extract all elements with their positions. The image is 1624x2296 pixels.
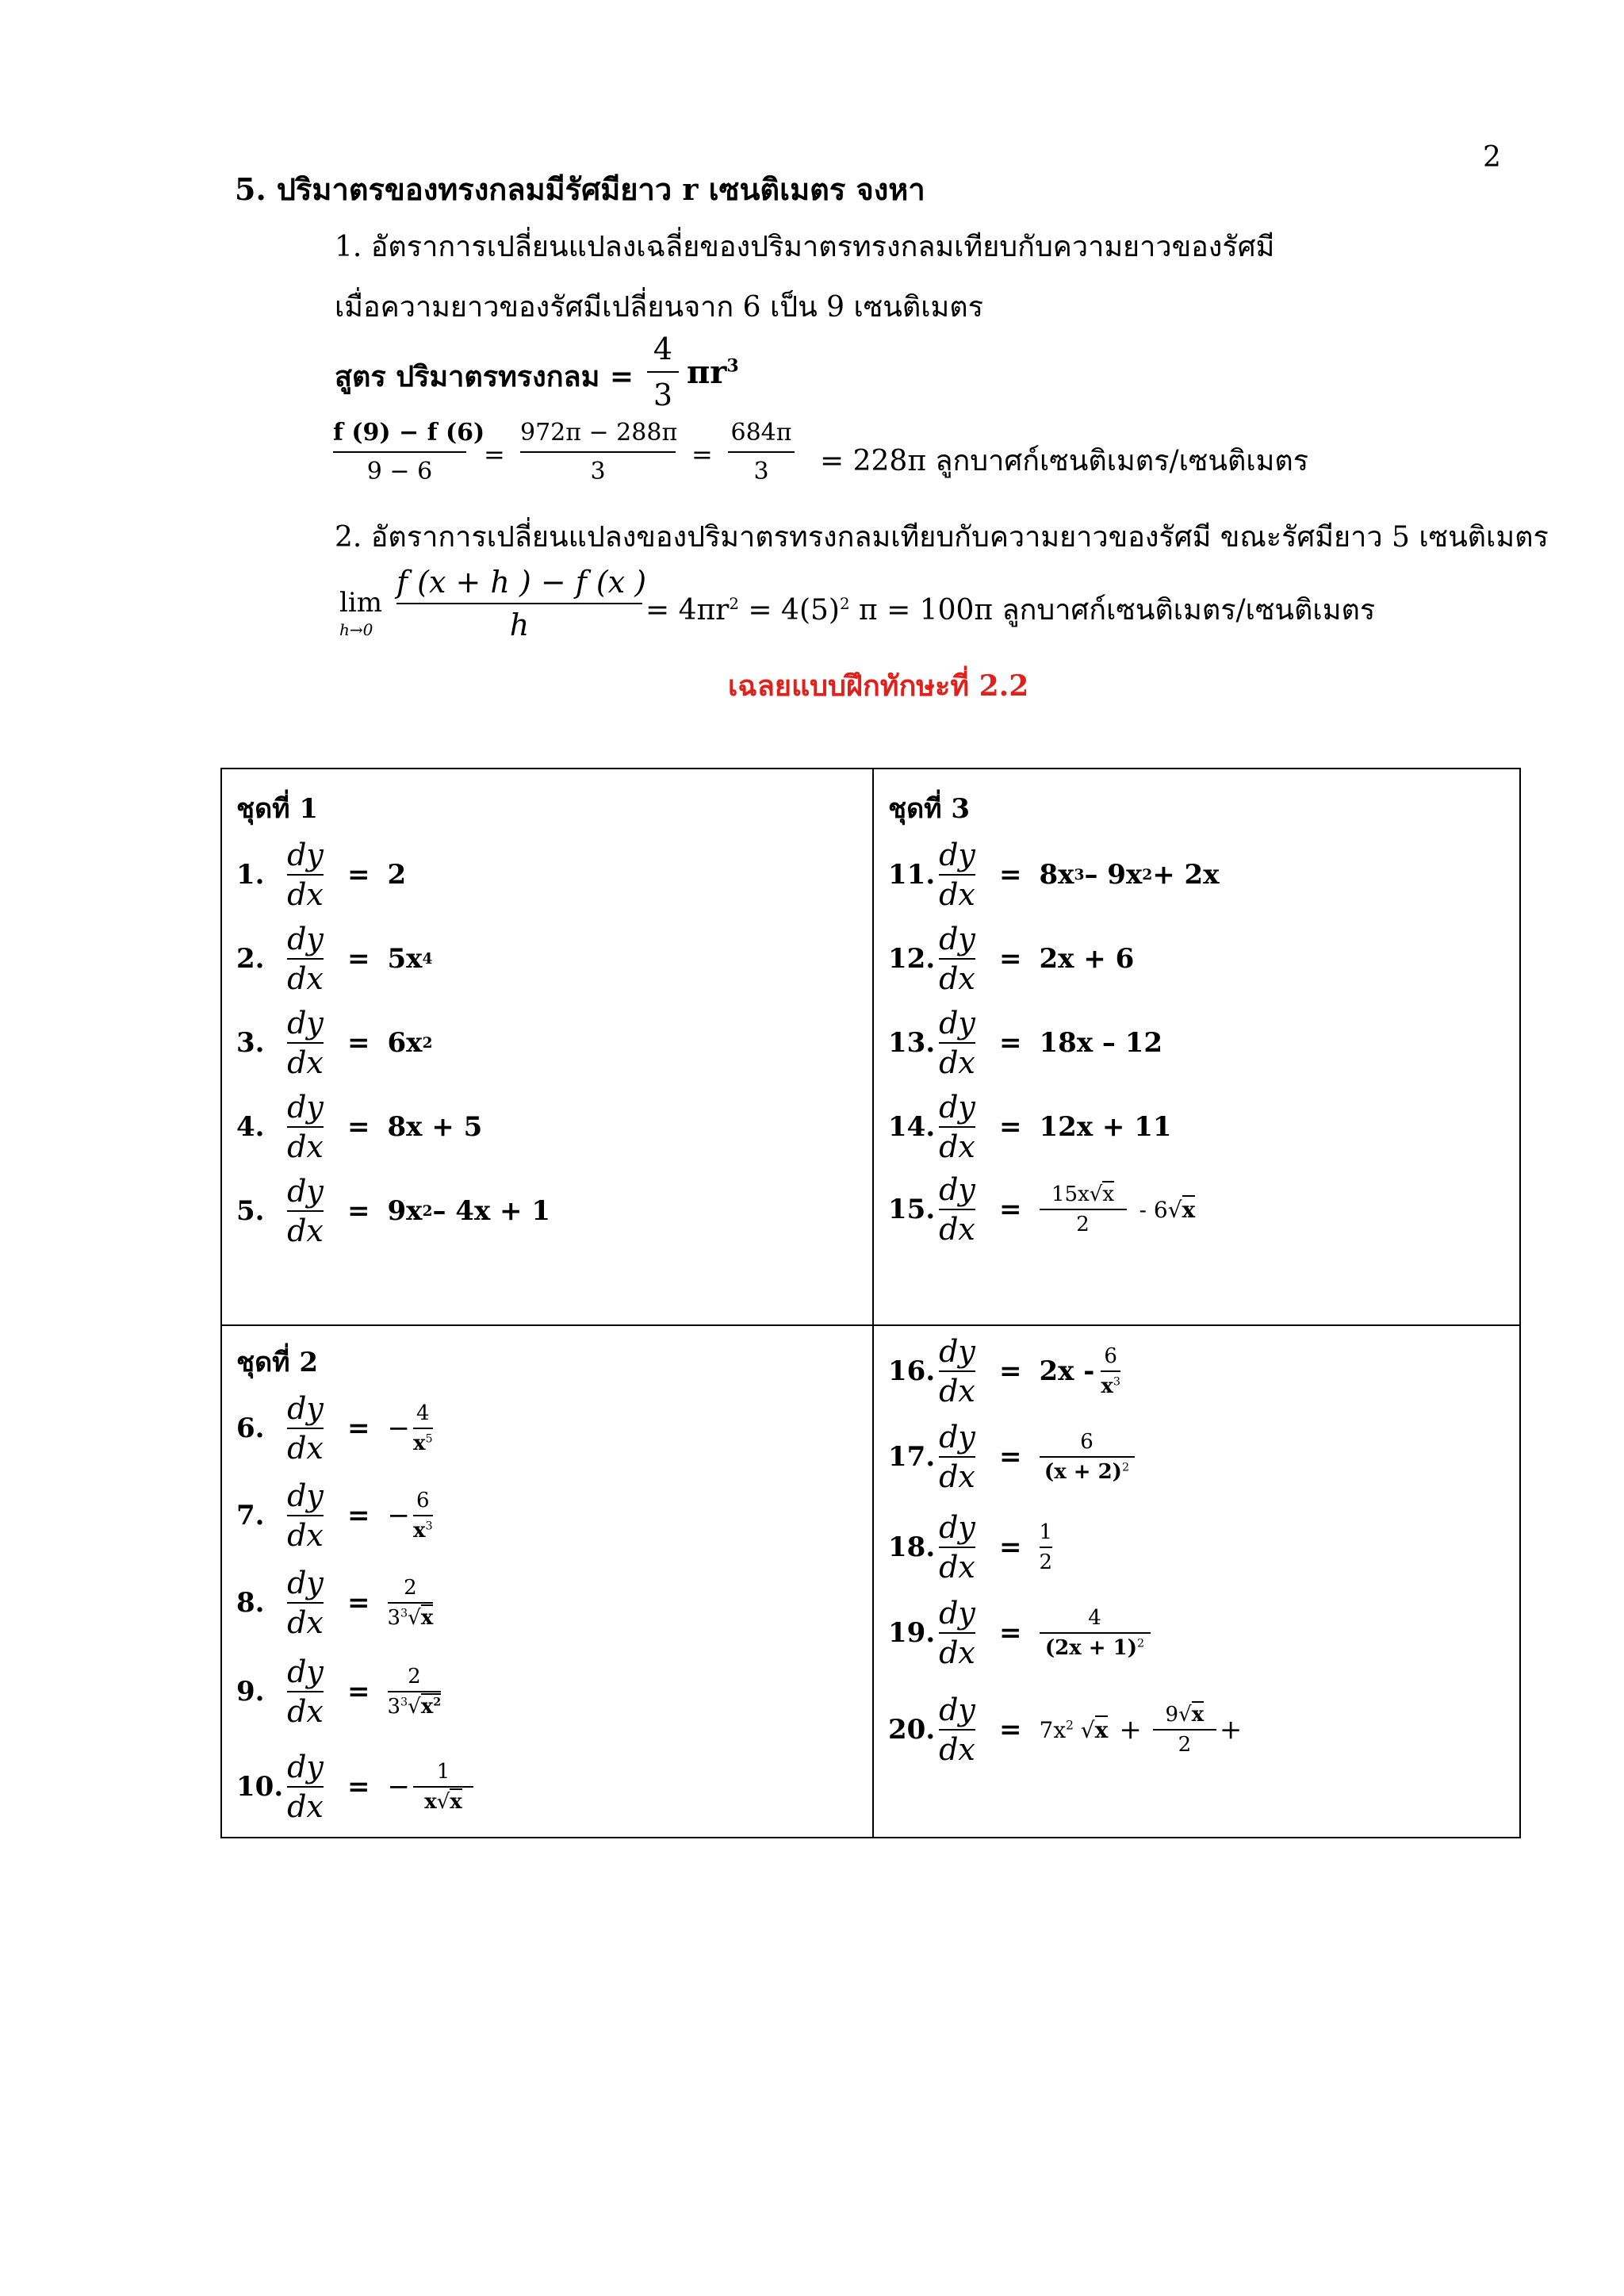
answer-item-6: 6. dy dx = − 4 $x^5$ (236, 1391, 433, 1466)
avg-fraction-2 (520, 419, 676, 485)
formula-numerator: 4 (653, 332, 673, 366)
set2-label: ชุดที่ 2 (236, 1347, 319, 1378)
answer-item-19: 19. dy dx = 4 $(2x + 1)^2$ (888, 1596, 1151, 1670)
answer-item-4: 4. dy dx = 8x + 5 (236, 1090, 483, 1164)
answer-item-18: 18. dy dx = 1 2 (888, 1510, 1053, 1585)
avg-eq-2: = (691, 439, 713, 470)
answer-item-15: 15. dy dx = 15x√x 2 - 6√x (888, 1172, 1196, 1247)
limit-fraction (396, 565, 647, 642)
answer-item-17: 17. dy dx = 6 $(x + 2)^2$ (888, 1420, 1135, 1494)
set1-label: ชุดที่ 1 (236, 793, 319, 825)
formula-label: สูตร ปริมาตรทรงกลม = (335, 360, 634, 393)
answer-item-12: 12. dy dx = 2x + 6 (888, 922, 1135, 996)
avg-fraction-1-den: 9 − 6 (366, 458, 433, 485)
avg-fraction-1-num: f (9) − f (6) (333, 419, 485, 447)
answer-item-7: 7. dy dx = − 6 $x^3$ (236, 1478, 433, 1553)
part1-line2: เมื่อความยาวของรัศมีเปลี่ยนจาก 6 เป็น 9 เซนติเมตร (335, 291, 983, 324)
limit-numerator: f (x + h ) − f (x ) (396, 565, 647, 600)
answer-table (220, 768, 1521, 1838)
limit-symbol: lim (339, 587, 382, 619)
answer-item-16: 16. dy dx = 2x - 6 $x^3$ (888, 1334, 1121, 1409)
answer-item-10: 10. dy dx = − 1 x√x (236, 1750, 473, 1824)
formula-fraction (647, 332, 679, 412)
avg-result: = 228π ลูกบาศก์เซนติเมตร/เซนติเมตร (820, 445, 1309, 477)
problem-title: 5. ปริมาตรของทรงกลมมีรัศมียาว r เซนติเมตร จงหา (235, 171, 925, 207)
part2-line: 2. อัตราการเปลี่ยนแปลงของปริมาตรทรงกลมเทียบกับความยาวของรัศมี ขณะรัศมียาว 5 เซนติเมตร (335, 521, 1549, 554)
avg-fraction-3 (728, 419, 795, 485)
avg-fraction-1 (333, 419, 485, 485)
answer-item-11: 11. dy dx = 8x 3 – 9x 2 + 2x (888, 838, 1220, 912)
cell-set-3-continued (873, 1325, 1520, 1838)
avg-fraction-2-den: 3 (590, 458, 606, 485)
page-number: 2 (1483, 141, 1501, 174)
avg-fraction-3-den: 3 (753, 458, 769, 485)
answer-item-14: 14. dy dx = 12x + 11 (888, 1090, 1172, 1164)
answer-item-9: 9. dy dx = 2 $3^3√x^2$ (236, 1654, 442, 1729)
avg-fraction-3-num: 684π (730, 419, 792, 447)
cell-set-1 (221, 769, 873, 1325)
answer-item-3: 3. dy dx = 6x 2 (236, 1006, 433, 1080)
part1-line1: 1. อัตราการเปลี่ยนแปลงเฉลี่ยของปริมาตรทรงกลมเทียบกับความยาวของรัศมี (335, 231, 1275, 263)
formula-pi-r-cubed: $\pi r^3$ (687, 354, 739, 391)
avg-fraction-2-num: 972π − 288π (520, 419, 678, 447)
avg-eq-1: = (484, 439, 505, 470)
set3-label: ชุดที่ 3 (888, 793, 971, 825)
answer-item-2: 2. dy dx = 5x 4 (236, 922, 433, 996)
cell-set-2 (221, 1325, 873, 1838)
limit-subscript: h→0 (339, 620, 373, 639)
limit-result: = $4\pi r^2 = 4(5)^2$ π = 100π ลูกบาศก์เซนติเมตร/เซนติเมตร (645, 594, 1376, 627)
answer-item-13: 13. dy dx = 18x – 12 (888, 1006, 1163, 1080)
answer-item-1: 1. dy dx = 2 (236, 838, 407, 912)
answer-item-8: 8. dy dx = 2 $3^3√x$ (236, 1566, 434, 1640)
cell-set-3 (873, 769, 1520, 1325)
formula-denominator: 3 (653, 378, 673, 412)
limit-denominator: h (509, 608, 530, 642)
answer-item-20: 20. dy dx = $7x^2$ √x + 9√x 2 + (888, 1692, 1243, 1767)
answer-item-5: 5. dy dx = 9x 2 – 4x + 1 (236, 1174, 551, 1248)
answer-heading: เฉลยแบบฝึกทักษะที่ 2.2 (728, 669, 1029, 703)
